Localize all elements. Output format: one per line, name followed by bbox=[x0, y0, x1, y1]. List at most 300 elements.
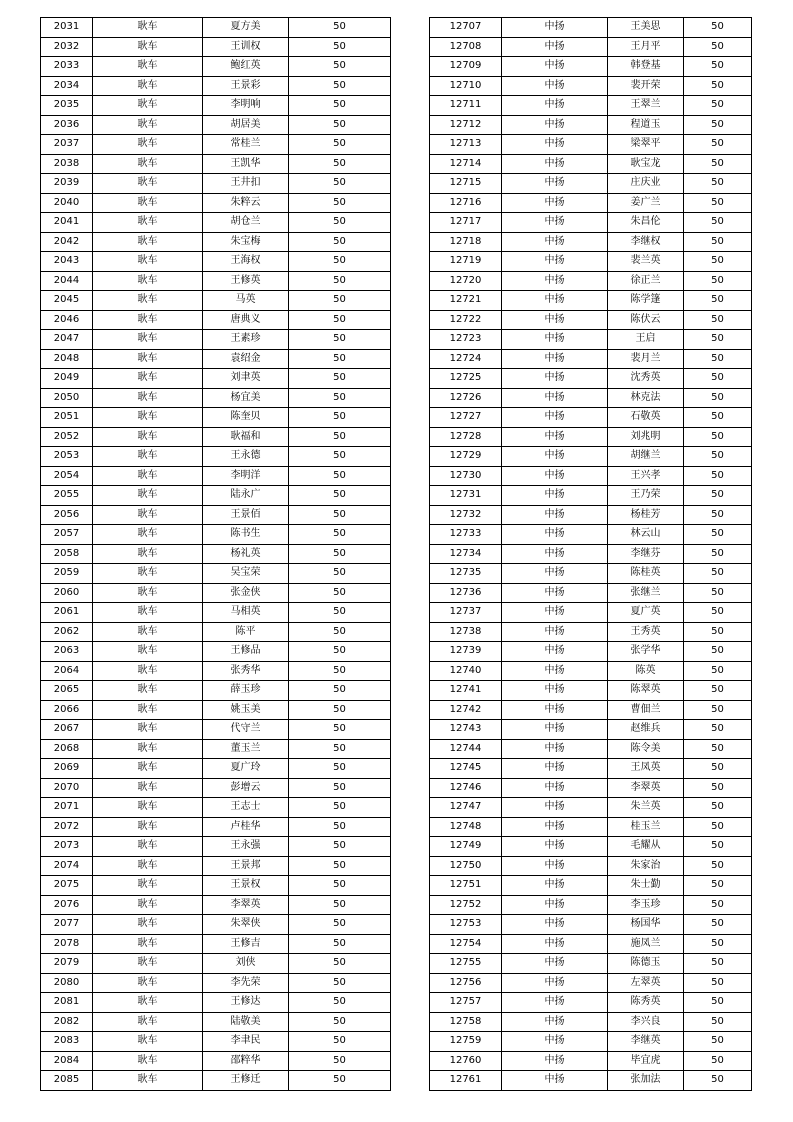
person-name-cell: 王永德 bbox=[203, 447, 289, 467]
person-name-cell: 杨桂芳 bbox=[608, 505, 684, 525]
row-number-cell: 2034 bbox=[41, 76, 93, 96]
row-number-cell: 2075 bbox=[41, 876, 93, 896]
row-number-cell: 2048 bbox=[41, 349, 93, 369]
village-cell: 中扬 bbox=[502, 174, 608, 194]
person-name-cell: 陆永广 bbox=[203, 486, 289, 506]
person-name-cell: 王乃荣 bbox=[608, 486, 684, 506]
village-cell: 中扬 bbox=[502, 544, 608, 564]
table-row bbox=[430, 486, 752, 506]
village-cell: 耿车 bbox=[93, 252, 203, 272]
amount-cell: 50 bbox=[289, 993, 391, 1013]
table-row bbox=[41, 232, 391, 252]
row-number-cell: 12726 bbox=[430, 388, 502, 408]
village-cell: 耿车 bbox=[93, 349, 203, 369]
table-row bbox=[430, 174, 752, 194]
row-number-cell: 12743 bbox=[430, 720, 502, 740]
person-name-cell: 王翠兰 bbox=[608, 96, 684, 116]
amount-cell: 50 bbox=[289, 798, 391, 818]
row-number-cell: 12758 bbox=[430, 1012, 502, 1032]
village-cell: 耿车 bbox=[93, 135, 203, 155]
amount-cell: 50 bbox=[289, 876, 391, 896]
person-name-cell: 梁翠平 bbox=[608, 135, 684, 155]
amount-cell: 50 bbox=[684, 174, 752, 194]
amount-cell: 50 bbox=[289, 1032, 391, 1052]
person-name-cell: 陈平 bbox=[203, 622, 289, 642]
village-cell: 耿车 bbox=[93, 505, 203, 525]
village-cell: 耿车 bbox=[93, 642, 203, 662]
village-cell: 耿车 bbox=[93, 915, 203, 935]
amount-cell: 50 bbox=[684, 700, 752, 720]
person-name-cell: 庄庆业 bbox=[608, 174, 684, 194]
village-cell: 耿车 bbox=[93, 720, 203, 740]
row-number-cell: 12721 bbox=[430, 291, 502, 311]
table-row bbox=[41, 934, 391, 954]
village-cell: 中扬 bbox=[502, 271, 608, 291]
person-name-cell: 鲍红英 bbox=[203, 57, 289, 77]
row-number-cell: 2060 bbox=[41, 583, 93, 603]
amount-cell: 50 bbox=[684, 427, 752, 447]
row-number-cell: 2085 bbox=[41, 1071, 93, 1091]
table-row bbox=[41, 544, 391, 564]
person-name-cell: 韩登基 bbox=[608, 57, 684, 77]
amount-cell: 50 bbox=[684, 817, 752, 837]
person-name-cell: 刘侠 bbox=[203, 954, 289, 974]
person-name-cell: 李兴良 bbox=[608, 1012, 684, 1032]
amount-cell: 50 bbox=[289, 583, 391, 603]
amount-cell: 50 bbox=[289, 291, 391, 311]
row-number-cell: 12744 bbox=[430, 739, 502, 759]
person-name-cell: 李先荣 bbox=[203, 973, 289, 993]
village-cell: 耿车 bbox=[93, 369, 203, 389]
amount-cell: 50 bbox=[289, 232, 391, 252]
table-row bbox=[41, 1012, 391, 1032]
amount-cell: 50 bbox=[684, 57, 752, 77]
row-number-cell: 2053 bbox=[41, 447, 93, 467]
row-number-cell: 12756 bbox=[430, 973, 502, 993]
amount-cell: 50 bbox=[684, 681, 752, 701]
row-number-cell: 12709 bbox=[430, 57, 502, 77]
amount-cell: 50 bbox=[289, 271, 391, 291]
person-name-cell: 陈秀英 bbox=[608, 993, 684, 1013]
amount-cell: 50 bbox=[684, 525, 752, 545]
table-row bbox=[430, 837, 752, 857]
table-row bbox=[41, 700, 391, 720]
row-number-cell: 2038 bbox=[41, 154, 93, 174]
row-number-cell: 12736 bbox=[430, 583, 502, 603]
row-number-cell: 12707 bbox=[430, 18, 502, 38]
row-number-cell: 2059 bbox=[41, 564, 93, 584]
village-cell: 中扬 bbox=[502, 876, 608, 896]
row-number-cell: 2058 bbox=[41, 544, 93, 564]
row-number-cell: 12748 bbox=[430, 817, 502, 837]
table-row bbox=[430, 447, 752, 467]
row-number-cell: 2051 bbox=[41, 408, 93, 428]
person-name-cell: 李玉珍 bbox=[608, 895, 684, 915]
village-cell: 耿车 bbox=[93, 466, 203, 486]
amount-cell: 50 bbox=[289, 505, 391, 525]
amount-cell: 50 bbox=[684, 661, 752, 681]
person-name-cell: 朱兰英 bbox=[608, 798, 684, 818]
amount-cell: 50 bbox=[289, 466, 391, 486]
table-row bbox=[430, 96, 752, 116]
village-cell: 中扬 bbox=[502, 720, 608, 740]
person-name-cell: 马相英 bbox=[203, 603, 289, 623]
table-row bbox=[430, 37, 752, 57]
amount-cell: 50 bbox=[684, 369, 752, 389]
table-row bbox=[430, 622, 752, 642]
table-row bbox=[430, 759, 752, 779]
table-row bbox=[41, 1071, 391, 1091]
village-cell: 耿车 bbox=[93, 798, 203, 818]
amount-cell: 50 bbox=[684, 856, 752, 876]
row-number-cell: 12750 bbox=[430, 856, 502, 876]
person-name-cell: 王修达 bbox=[203, 993, 289, 1013]
table-row bbox=[41, 96, 391, 116]
amount-cell: 50 bbox=[684, 1051, 752, 1071]
amount-cell: 50 bbox=[289, 447, 391, 467]
table-row bbox=[430, 915, 752, 935]
amount-cell: 50 bbox=[684, 895, 752, 915]
person-name-cell: 夏方美 bbox=[203, 18, 289, 38]
table-row bbox=[430, 408, 752, 428]
person-name-cell: 王素珍 bbox=[203, 330, 289, 350]
row-number-cell: 2040 bbox=[41, 193, 93, 213]
person-name-cell: 王修吉 bbox=[203, 934, 289, 954]
person-name-cell: 杨礼英 bbox=[203, 544, 289, 564]
table-row bbox=[41, 154, 391, 174]
row-number-cell: 12728 bbox=[430, 427, 502, 447]
row-number-cell: 2046 bbox=[41, 310, 93, 330]
person-name-cell: 陆敬美 bbox=[203, 1012, 289, 1032]
table-row bbox=[430, 856, 752, 876]
table-row bbox=[430, 271, 752, 291]
row-number-cell: 12739 bbox=[430, 642, 502, 662]
row-number-cell: 2035 bbox=[41, 96, 93, 116]
row-number-cell: 12752 bbox=[430, 895, 502, 915]
table-row bbox=[41, 369, 391, 389]
row-number-cell: 2076 bbox=[41, 895, 93, 915]
table-row bbox=[41, 174, 391, 194]
table-row bbox=[41, 1032, 391, 1052]
person-name-cell: 朱翠侠 bbox=[203, 915, 289, 935]
village-cell: 耿车 bbox=[93, 154, 203, 174]
row-number-cell: 12722 bbox=[430, 310, 502, 330]
person-name-cell: 王景邦 bbox=[203, 856, 289, 876]
person-name-cell: 薛玉珍 bbox=[203, 681, 289, 701]
amount-cell: 50 bbox=[684, 583, 752, 603]
row-number-cell: 12732 bbox=[430, 505, 502, 525]
amount-cell: 50 bbox=[289, 564, 391, 584]
table-row bbox=[430, 1012, 752, 1032]
village-cell: 中扬 bbox=[502, 213, 608, 233]
amount-cell: 50 bbox=[289, 778, 391, 798]
village-cell: 耿车 bbox=[93, 954, 203, 974]
person-name-cell: 胡继兰 bbox=[608, 447, 684, 467]
person-name-cell: 陈桂英 bbox=[608, 564, 684, 584]
table-row bbox=[41, 856, 391, 876]
person-name-cell: 陈伏云 bbox=[608, 310, 684, 330]
village-cell: 中扬 bbox=[502, 798, 608, 818]
row-number-cell: 2064 bbox=[41, 661, 93, 681]
table-row bbox=[41, 447, 391, 467]
village-cell: 耿车 bbox=[93, 876, 203, 896]
row-number-cell: 2050 bbox=[41, 388, 93, 408]
village-cell: 耿车 bbox=[93, 388, 203, 408]
person-name-cell: 朱粹云 bbox=[203, 193, 289, 213]
table-row bbox=[41, 915, 391, 935]
person-name-cell: 王志士 bbox=[203, 798, 289, 818]
person-name-cell: 林云山 bbox=[608, 525, 684, 545]
table-row bbox=[41, 271, 391, 291]
person-name-cell: 王修品 bbox=[203, 642, 289, 662]
village-cell: 耿车 bbox=[93, 661, 203, 681]
person-name-cell: 唐典义 bbox=[203, 310, 289, 330]
amount-cell: 50 bbox=[289, 895, 391, 915]
amount-cell: 50 bbox=[289, 856, 391, 876]
village-cell: 耿车 bbox=[93, 525, 203, 545]
amount-cell: 50 bbox=[289, 96, 391, 116]
table-row bbox=[430, 681, 752, 701]
village-cell: 耿车 bbox=[93, 291, 203, 311]
row-number-cell: 12715 bbox=[430, 174, 502, 194]
amount-cell: 50 bbox=[684, 759, 752, 779]
amount-cell: 50 bbox=[684, 486, 752, 506]
person-name-cell: 陈英 bbox=[608, 661, 684, 681]
person-name-cell: 张继兰 bbox=[608, 583, 684, 603]
row-number-cell: 2049 bbox=[41, 369, 93, 389]
table-row bbox=[430, 642, 752, 662]
amount-cell: 50 bbox=[289, 544, 391, 564]
amount-cell: 50 bbox=[289, 622, 391, 642]
table-row bbox=[430, 895, 752, 915]
village-cell: 中扬 bbox=[502, 37, 608, 57]
table-row bbox=[41, 622, 391, 642]
person-name-cell: 陈翠英 bbox=[608, 681, 684, 701]
row-number-cell: 12747 bbox=[430, 798, 502, 818]
row-number-cell: 12727 bbox=[430, 408, 502, 428]
row-number-cell: 12735 bbox=[430, 564, 502, 584]
table-row bbox=[430, 817, 752, 837]
person-name-cell: 卢桂华 bbox=[203, 817, 289, 837]
village-cell: 耿车 bbox=[93, 1032, 203, 1052]
row-number-cell: 2044 bbox=[41, 271, 93, 291]
table-row bbox=[430, 1051, 752, 1071]
table-row bbox=[41, 661, 391, 681]
village-cell: 中扬 bbox=[502, 564, 608, 584]
person-name-cell: 李翠英 bbox=[608, 778, 684, 798]
person-name-cell: 常桂兰 bbox=[203, 135, 289, 155]
table-row bbox=[41, 759, 391, 779]
row-number-cell: 12738 bbox=[430, 622, 502, 642]
village-cell: 中扬 bbox=[502, 993, 608, 1013]
amount-cell: 50 bbox=[289, 213, 391, 233]
village-cell: 耿车 bbox=[93, 213, 203, 233]
row-number-cell: 2047 bbox=[41, 330, 93, 350]
village-cell: 耿车 bbox=[93, 1051, 203, 1071]
village-cell: 中扬 bbox=[502, 408, 608, 428]
amount-cell: 50 bbox=[684, 876, 752, 896]
row-number-cell: 2082 bbox=[41, 1012, 93, 1032]
village-cell: 耿车 bbox=[93, 681, 203, 701]
amount-cell: 50 bbox=[684, 1071, 752, 1091]
table-row bbox=[41, 37, 391, 57]
village-cell: 耿车 bbox=[93, 174, 203, 194]
village-cell: 中扬 bbox=[502, 252, 608, 272]
row-number-cell: 12760 bbox=[430, 1051, 502, 1071]
person-name-cell: 桂玉兰 bbox=[608, 817, 684, 837]
amount-cell: 50 bbox=[289, 603, 391, 623]
table-row bbox=[41, 486, 391, 506]
village-cell: 中扬 bbox=[502, 310, 608, 330]
person-name-cell: 李翠英 bbox=[203, 895, 289, 915]
table-row bbox=[430, 232, 752, 252]
table-row bbox=[41, 525, 391, 545]
village-cell: 中扬 bbox=[502, 1032, 608, 1052]
table-row bbox=[41, 135, 391, 155]
row-number-cell: 12745 bbox=[430, 759, 502, 779]
village-cell: 中扬 bbox=[502, 973, 608, 993]
table-row bbox=[41, 388, 391, 408]
person-name-cell: 赵维兵 bbox=[608, 720, 684, 740]
village-cell: 耿车 bbox=[93, 18, 203, 38]
table-row bbox=[430, 1032, 752, 1052]
table-row bbox=[41, 895, 391, 915]
amount-cell: 50 bbox=[684, 388, 752, 408]
table-row bbox=[430, 135, 752, 155]
village-cell: 中扬 bbox=[502, 115, 608, 135]
amount-cell: 50 bbox=[684, 447, 752, 467]
table-row bbox=[430, 564, 752, 584]
amount-cell: 50 bbox=[289, 330, 391, 350]
table-row bbox=[430, 213, 752, 233]
table-row bbox=[41, 1051, 391, 1071]
amount-cell: 50 bbox=[684, 1012, 752, 1032]
table-row bbox=[41, 739, 391, 759]
row-number-cell: 2056 bbox=[41, 505, 93, 525]
village-cell: 中扬 bbox=[502, 135, 608, 155]
person-name-cell: 邵粹华 bbox=[203, 1051, 289, 1071]
table-row bbox=[430, 700, 752, 720]
person-name-cell: 张秀华 bbox=[203, 661, 289, 681]
amount-cell: 50 bbox=[684, 330, 752, 350]
amount-cell: 50 bbox=[289, 252, 391, 272]
amount-cell: 50 bbox=[684, 934, 752, 954]
table-row bbox=[430, 427, 752, 447]
amount-cell: 50 bbox=[684, 837, 752, 857]
row-number-cell: 2071 bbox=[41, 798, 93, 818]
person-name-cell: 夏广英 bbox=[608, 603, 684, 623]
person-name-cell: 李明响 bbox=[203, 96, 289, 116]
village-cell: 中扬 bbox=[502, 1071, 608, 1091]
village-cell: 中扬 bbox=[502, 349, 608, 369]
table-row bbox=[430, 525, 752, 545]
table-row bbox=[430, 369, 752, 389]
amount-cell: 50 bbox=[289, 700, 391, 720]
village-cell: 耿车 bbox=[93, 837, 203, 857]
village-cell: 中扬 bbox=[502, 934, 608, 954]
row-number-cell: 12718 bbox=[430, 232, 502, 252]
village-cell: 中扬 bbox=[502, 700, 608, 720]
person-name-cell: 程道玉 bbox=[608, 115, 684, 135]
table-row bbox=[41, 349, 391, 369]
table-row bbox=[430, 603, 752, 623]
village-cell: 耿车 bbox=[93, 427, 203, 447]
row-number-cell: 2084 bbox=[41, 1051, 93, 1071]
table-row bbox=[430, 115, 752, 135]
village-cell: 中扬 bbox=[502, 681, 608, 701]
person-name-cell: 裴开荣 bbox=[608, 76, 684, 96]
row-number-cell: 12716 bbox=[430, 193, 502, 213]
table-row bbox=[430, 466, 752, 486]
amount-cell: 50 bbox=[289, 934, 391, 954]
row-number-cell: 2078 bbox=[41, 934, 93, 954]
village-cell: 耿车 bbox=[93, 778, 203, 798]
person-name-cell: 董玉兰 bbox=[203, 739, 289, 759]
row-number-cell: 12708 bbox=[430, 37, 502, 57]
row-number-cell: 12730 bbox=[430, 466, 502, 486]
person-name-cell: 王修迁 bbox=[203, 1071, 289, 1091]
village-cell: 耿车 bbox=[93, 408, 203, 428]
row-number-cell: 12737 bbox=[430, 603, 502, 623]
table-row bbox=[41, 681, 391, 701]
village-cell: 中扬 bbox=[502, 505, 608, 525]
row-number-cell: 2039 bbox=[41, 174, 93, 194]
table-row bbox=[41, 57, 391, 77]
amount-cell: 50 bbox=[289, 18, 391, 38]
village-cell: 中扬 bbox=[502, 1051, 608, 1071]
row-number-cell: 12742 bbox=[430, 700, 502, 720]
amount-cell: 50 bbox=[289, 174, 391, 194]
village-cell: 耿车 bbox=[93, 564, 203, 584]
table-row bbox=[430, 252, 752, 272]
village-cell: 中扬 bbox=[502, 642, 608, 662]
amount-cell: 50 bbox=[684, 798, 752, 818]
row-number-cell: 12755 bbox=[430, 954, 502, 974]
person-name-cell: 刘兆明 bbox=[608, 427, 684, 447]
row-number-cell: 2032 bbox=[41, 37, 93, 57]
person-name-cell: 王井扣 bbox=[203, 174, 289, 194]
person-name-cell: 陈书生 bbox=[203, 525, 289, 545]
village-cell: 中扬 bbox=[502, 232, 608, 252]
table-row bbox=[41, 18, 391, 38]
person-name-cell: 王景权 bbox=[203, 876, 289, 896]
person-name-cell: 胡仓兰 bbox=[203, 213, 289, 233]
row-number-cell: 12759 bbox=[430, 1032, 502, 1052]
person-name-cell: 李继权 bbox=[608, 232, 684, 252]
row-number-cell: 2061 bbox=[41, 603, 93, 623]
village-cell: 中扬 bbox=[502, 954, 608, 974]
person-name-cell: 胡居美 bbox=[203, 115, 289, 135]
amount-cell: 50 bbox=[684, 37, 752, 57]
amount-cell: 50 bbox=[684, 544, 752, 564]
row-number-cell: 2073 bbox=[41, 837, 93, 857]
person-name-cell: 张加法 bbox=[608, 1071, 684, 1091]
table-row bbox=[41, 837, 391, 857]
person-name-cell: 林克法 bbox=[608, 388, 684, 408]
table-row bbox=[430, 973, 752, 993]
village-cell: 中扬 bbox=[502, 193, 608, 213]
row-number-cell: 2052 bbox=[41, 427, 93, 447]
row-number-cell: 12729 bbox=[430, 447, 502, 467]
person-name-cell: 朱昌伦 bbox=[608, 213, 684, 233]
amount-cell: 50 bbox=[684, 213, 752, 233]
amount-cell: 50 bbox=[684, 271, 752, 291]
row-number-cell: 2062 bbox=[41, 622, 93, 642]
amount-cell: 50 bbox=[684, 915, 752, 935]
amount-cell: 50 bbox=[684, 96, 752, 116]
village-cell: 中扬 bbox=[502, 447, 608, 467]
person-name-cell: 代守兰 bbox=[203, 720, 289, 740]
